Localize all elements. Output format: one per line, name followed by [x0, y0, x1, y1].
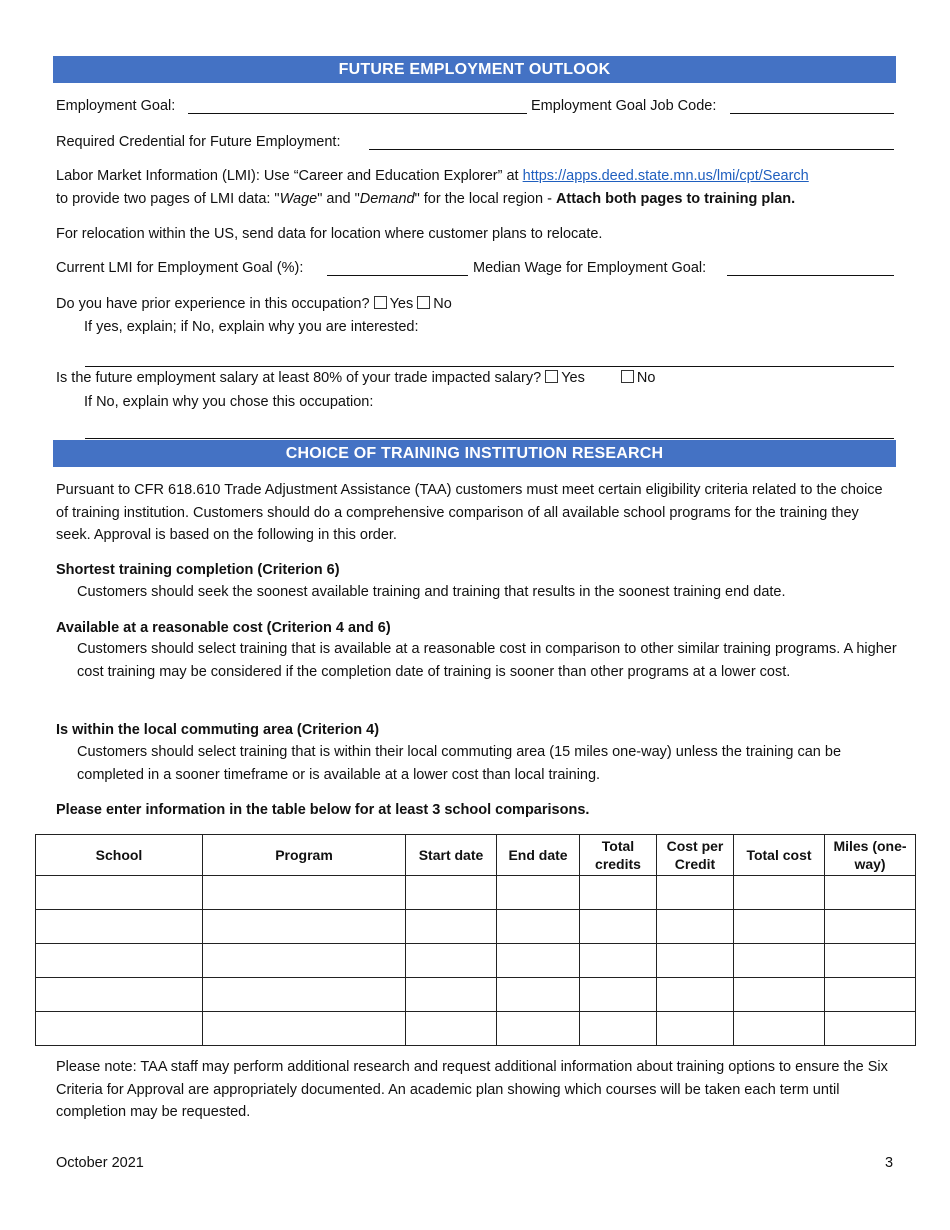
table-cell[interactable]	[580, 944, 657, 978]
table-cell[interactable]	[734, 876, 825, 910]
table-cell[interactable]	[497, 876, 580, 910]
header-cost-per-credit: Cost per Credit	[657, 835, 734, 876]
table-row	[36, 910, 916, 944]
intro-paragraph: Pursuant to CFR 618.610 Trade Adjustment Assistance (TAA) customers must meet certain eligibility criteria related to the choice of training institution. Customers should do a comprehensive comparison of all available school programs for the training they seek. Approval is based on the following in this order.	[56, 482, 883, 543]
lmi-text: Labor Market Information (LMI): Use “Career and Education Explorer” at	[56, 168, 523, 184]
job-code-field[interactable]	[730, 113, 894, 114]
lmi-instructions-line1	[56, 167, 809, 185]
salary-no-label: No	[636, 370, 656, 386]
table-cell[interactable]	[406, 944, 497, 978]
current-lmi-label: Current LMI for Employment Goal (%):	[56, 260, 304, 276]
table-cell[interactable]	[734, 910, 825, 944]
table-cell[interactable]	[657, 978, 734, 1012]
table-cell[interactable]	[825, 910, 916, 944]
page-number: 3	[885, 1155, 894, 1171]
table-cell[interactable]	[406, 978, 497, 1012]
table-cell[interactable]	[497, 978, 580, 1012]
table-cell[interactable]	[36, 1012, 203, 1046]
header-start-date: Start date	[406, 835, 497, 876]
footer-date: October 2021	[56, 1155, 144, 1171]
table-cell[interactable]	[36, 910, 203, 944]
salary-question	[56, 369, 655, 387]
credential-label: Required Credential for Future Employment:	[56, 134, 341, 150]
table-cell[interactable]	[36, 876, 203, 910]
table-header-row	[36, 835, 916, 876]
table-cell[interactable]	[825, 978, 916, 1012]
table-cell[interactable]	[203, 910, 406, 944]
criterion-heading-2: Available at a reasonable cost (Criterion 4 and 6)	[56, 620, 391, 636]
table-instruction: Please enter information in the table below for at least 3 school comparisons.	[56, 802, 590, 818]
table-cell[interactable]	[36, 978, 203, 1012]
prior-experience-yes-checkbox[interactable]	[374, 296, 387, 309]
header-total-cost: Total cost	[734, 835, 825, 876]
table-cell[interactable]	[657, 944, 734, 978]
table-cell[interactable]	[406, 1012, 497, 1046]
table-cell[interactable]	[203, 876, 406, 910]
table-cell[interactable]	[580, 910, 657, 944]
table-cell[interactable]	[580, 876, 657, 910]
header-school: School	[36, 835, 203, 876]
table-cell[interactable]	[825, 944, 916, 978]
employment-goal-label: Employment Goal:	[56, 98, 176, 114]
relocation-text: For relocation within the US, send data for location where customer plans to relocate.	[56, 226, 603, 242]
lmi-demand: Demand	[359, 191, 415, 207]
table-cell[interactable]	[734, 978, 825, 1012]
table-cell[interactable]	[580, 978, 657, 1012]
credential-field[interactable]	[369, 149, 894, 150]
criterion-heading-3: Is within the local commuting area (Criterion 4)	[56, 722, 380, 738]
criterion-body-2: Customers should select training that is available at a reasonable cost in comparison to other similar training programs. A higher cost training may be considered if the completion date of training is sooner than other programs at a lower cost.	[77, 641, 897, 680]
criterion-body-3: Customers should select training that is within their local commuting area (15 miles one-way) unless the training can be completed in a sooner timeframe or is available at a lower cost than local training.	[77, 744, 842, 783]
no-label: No	[433, 296, 452, 312]
median-wage-label: Median Wage for Employment Goal:	[473, 260, 707, 276]
header-total-credits: Total credits	[580, 835, 657, 876]
table-cell[interactable]	[825, 876, 916, 910]
lmi-text-3: " for the local region -	[414, 191, 556, 207]
job-code-label: Employment Goal Job Code:	[531, 98, 717, 114]
table-cell[interactable]	[734, 1012, 825, 1046]
prior-experience-explain-field[interactable]	[85, 366, 894, 367]
lmi-wage: Wage	[279, 191, 318, 207]
table-cell[interactable]	[497, 1012, 580, 1046]
table-cell[interactable]	[580, 1012, 657, 1046]
prior-experience-question	[56, 295, 452, 313]
table-cell[interactable]	[497, 944, 580, 978]
table-row	[36, 944, 916, 978]
median-wage-field[interactable]	[727, 275, 894, 276]
current-lmi-field[interactable]	[327, 275, 468, 276]
lmi-instructions-line2	[56, 190, 795, 208]
salary-explain-label: If No, explain why you chose this occupation:	[84, 394, 374, 410]
criterion-heading-1: Shortest training completion (Criterion 6)	[56, 562, 340, 578]
salary-question-text: Is the future employment salary at least 80% of your trade impacted salary?	[56, 370, 542, 386]
table-cell[interactable]	[734, 944, 825, 978]
table-cell[interactable]	[203, 978, 406, 1012]
prior-experience-text: Do you have prior experience in this occupation?	[56, 296, 370, 312]
table-row	[36, 978, 916, 1012]
table-cell[interactable]	[657, 910, 734, 944]
prior-experience-no-checkbox[interactable]	[417, 296, 430, 309]
salary-explain-field[interactable]	[85, 438, 894, 439]
future-employment-outlook-header: FUTURE EMPLOYMENT OUTLOOK	[53, 56, 896, 83]
table-cell[interactable]	[825, 1012, 916, 1046]
employment-goal-field[interactable]	[188, 113, 527, 114]
prior-experience-explain-label: If yes, explain; if No, explain why you are interested:	[84, 319, 419, 335]
header-end-date: End date	[497, 835, 580, 876]
table-row	[36, 1012, 916, 1046]
table-cell[interactable]	[203, 1012, 406, 1046]
salary-yes-checkbox[interactable]	[545, 370, 558, 383]
school-comparison-table	[35, 834, 916, 1046]
table-cell[interactable]	[406, 910, 497, 944]
yes-label: Yes	[389, 296, 414, 312]
salary-yes-label: Yes	[561, 370, 585, 386]
table-cell[interactable]	[657, 1012, 734, 1046]
lmi-text-2: to provide two pages of LMI data: "	[56, 191, 280, 207]
table-cell[interactable]	[36, 944, 203, 978]
header-program: Program	[203, 835, 406, 876]
table-row	[36, 876, 916, 910]
criterion-body-1: Customers should seek the soonest available training and training that results in the soonest training end date.	[77, 584, 786, 600]
note-paragraph: Please note: TAA staff may perform additional research and request additional information about training options to ensure the Six Criteria for Approval are appropriately documented. An academic plan showing which courses will be taken each term until completion may be requested.	[56, 1059, 888, 1120]
salary-no-checkbox[interactable]	[621, 370, 634, 383]
lmi-attach-note: Attach both pages to training plan.	[555, 191, 796, 207]
lmi-and: " and "	[317, 191, 360, 207]
table-cell[interactable]	[203, 944, 406, 978]
table-cell[interactable]	[497, 910, 580, 944]
header-miles: Miles (one-way)	[825, 835, 916, 876]
table-cell[interactable]	[406, 876, 497, 910]
table-cell[interactable]	[657, 876, 734, 910]
training-institution-research-header: CHOICE OF TRAINING INSTITUTION RESEARCH	[53, 440, 896, 467]
lmi-link[interactable]: https://apps.deed.state.mn.us/lmi/cpt/Search	[522, 168, 809, 184]
